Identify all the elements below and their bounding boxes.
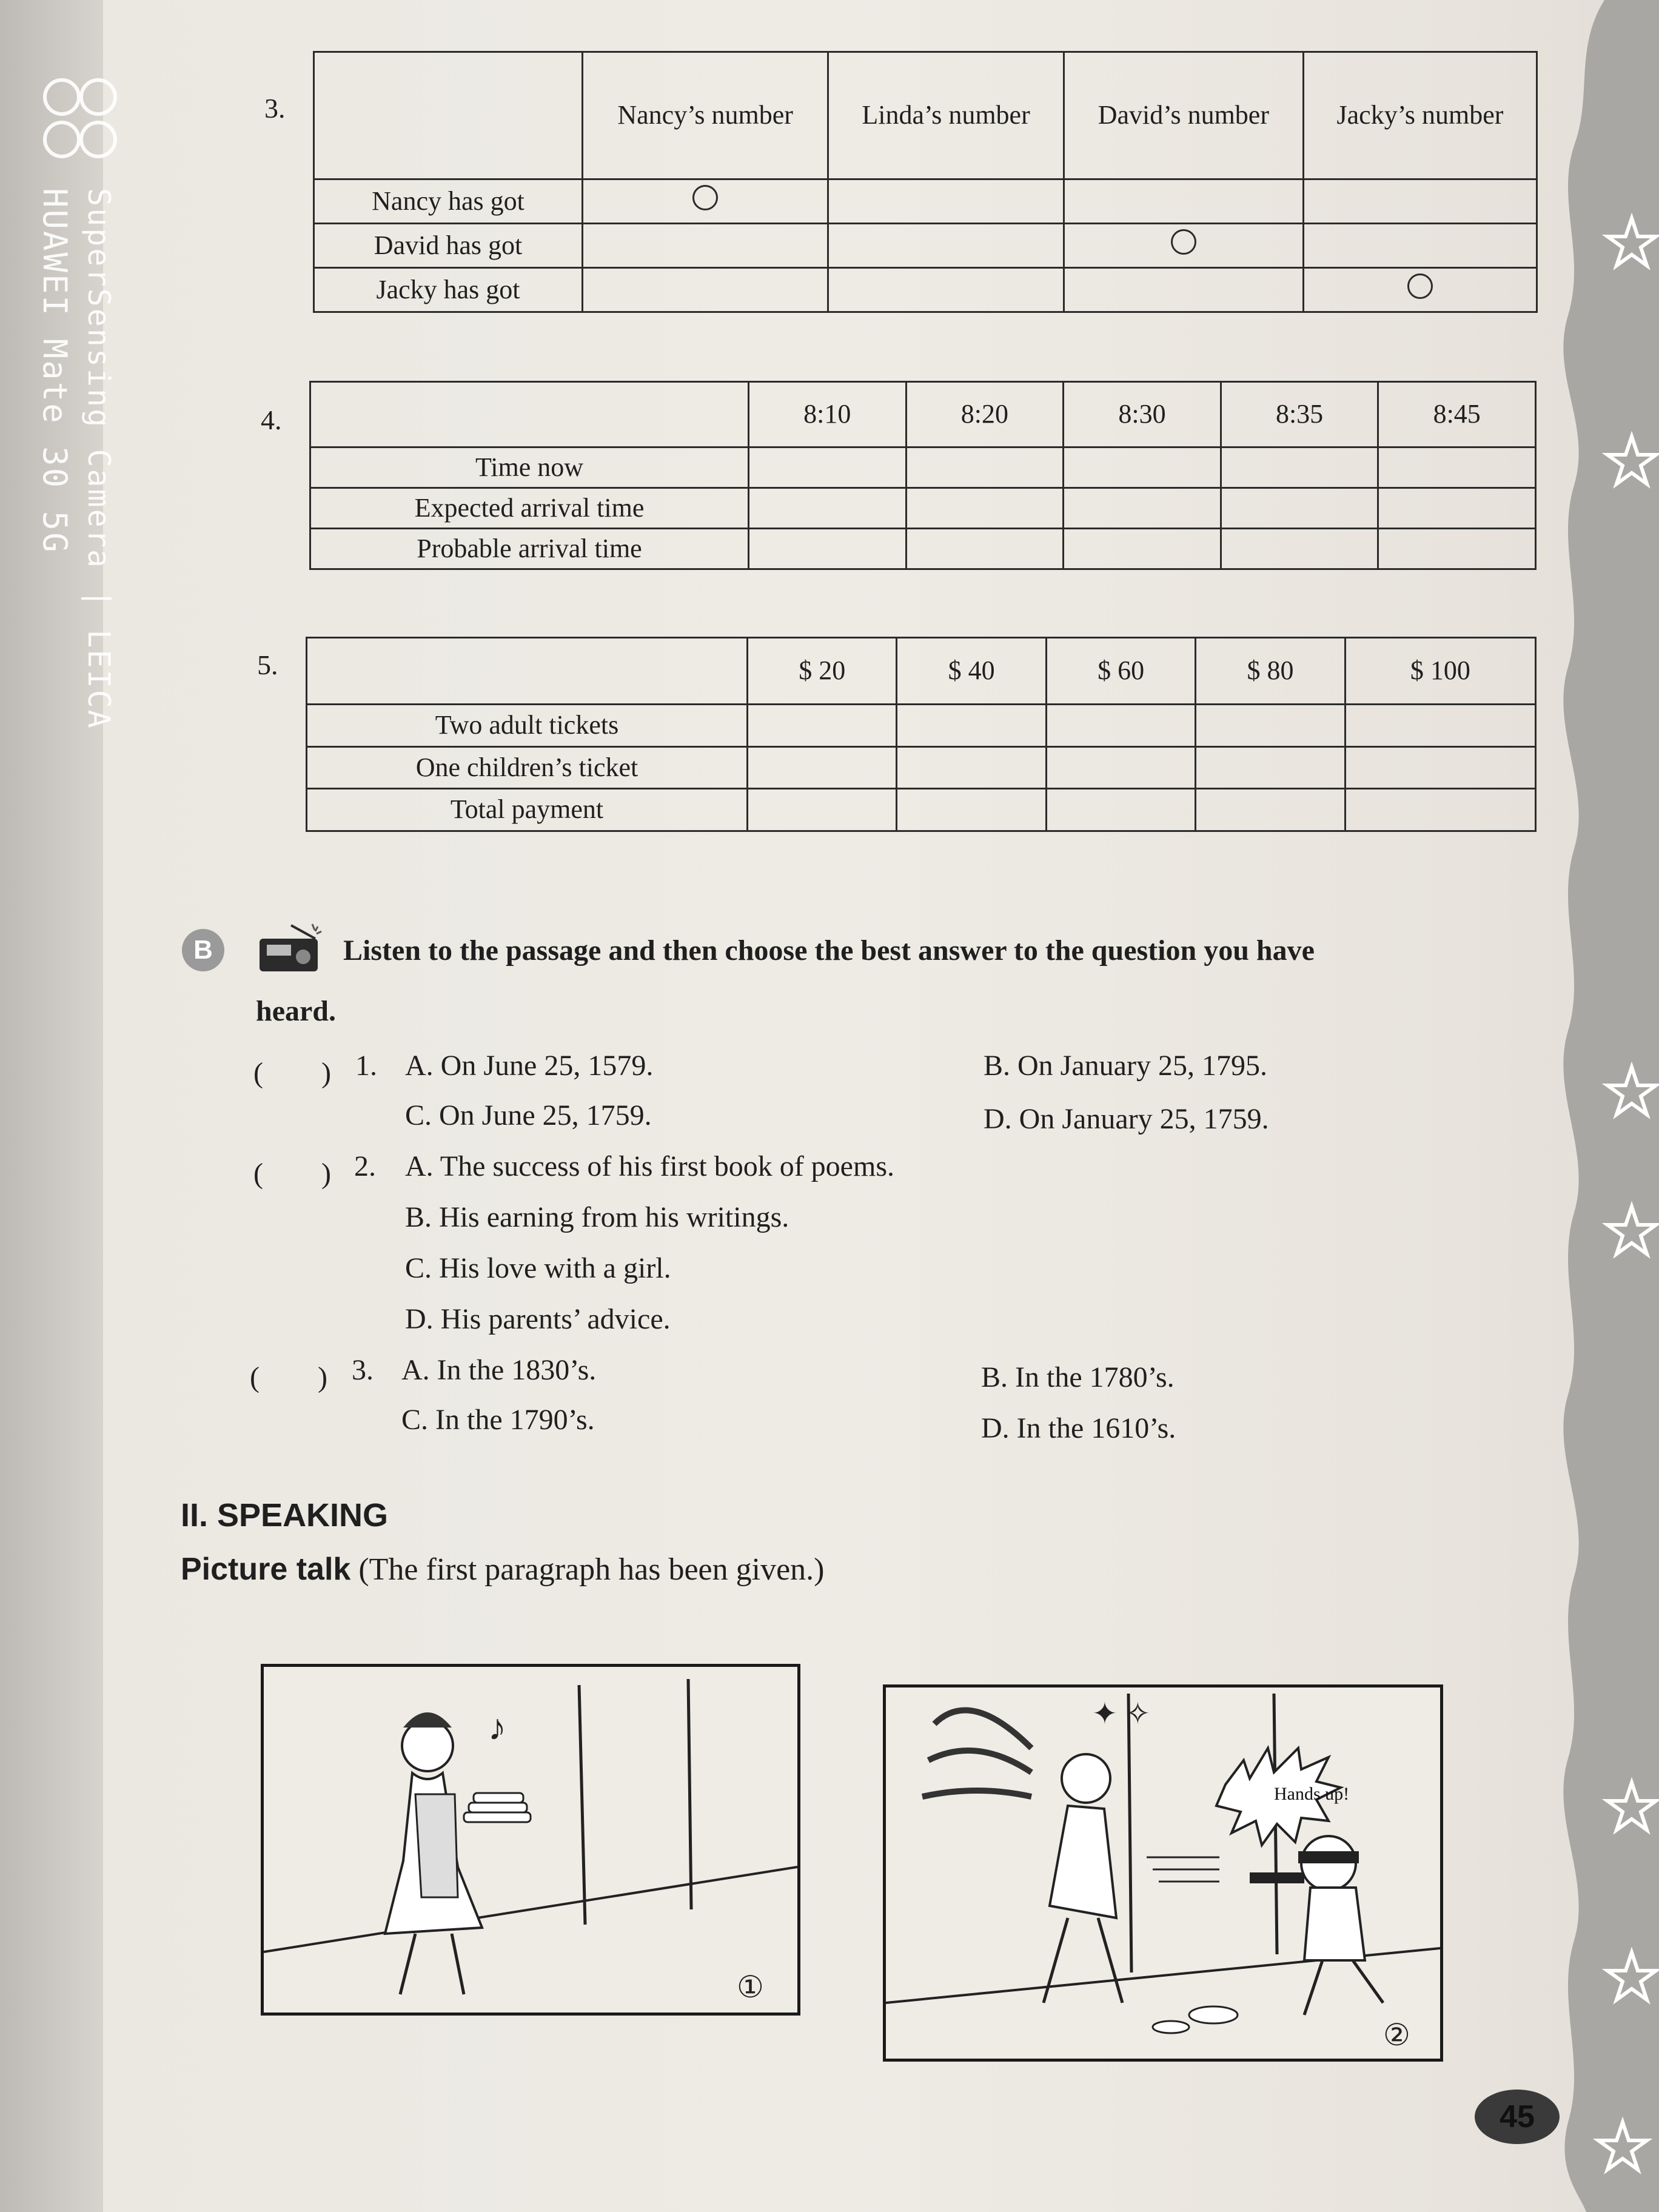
question-2-number: 2.	[354, 1150, 376, 1182]
table4-header: 8:20	[906, 382, 1064, 447]
question-3-option-c[interactable]: C. In the 1790’s.	[401, 1404, 595, 1436]
table4-cell	[1221, 488, 1378, 529]
question-3-option-b[interactable]: B. In the 1780’s.	[981, 1361, 1175, 1393]
table4-cell	[906, 488, 1064, 529]
table5-cell	[1196, 789, 1345, 831]
question-2-bracket[interactable]: ( )	[253, 1158, 331, 1190]
table4-cell	[906, 529, 1064, 569]
svg-text:✦ ✧: ✦ ✧	[1092, 1697, 1151, 1731]
table5-cell	[1046, 746, 1195, 789]
table3-row-label: David has got	[314, 224, 583, 268]
table5-cell	[748, 789, 897, 831]
table3-header: Jacky’s number	[1303, 52, 1537, 179]
robbery-scene-illustration	[886, 1687, 1440, 2059]
question-1-option-a[interactable]: A. On June 25, 1579.	[405, 1050, 654, 1082]
question-2-option-c[interactable]: C. His love with a girl.	[405, 1252, 671, 1284]
table5-header: $ 20	[748, 638, 897, 705]
svg-text:♪: ♪	[488, 1708, 506, 1748]
question-3-option-d[interactable]: D. In the 1610’s.	[981, 1412, 1176, 1444]
table3-cell	[1064, 268, 1303, 312]
table3-row-label: Jacky has got	[314, 268, 583, 312]
table5-number: 5.	[257, 649, 278, 680]
picture-talk-note: (The first paragraph has been given.)	[358, 1552, 825, 1587]
waitress-carrying-plates-illustration	[264, 1667, 797, 2013]
table4-cell	[749, 529, 907, 569]
circle-mark-icon	[1171, 229, 1196, 255]
table4-cell	[749, 488, 907, 529]
table3-cell	[583, 224, 828, 268]
table5-cell	[748, 705, 897, 747]
table3-header: Nancy’s number	[583, 52, 828, 179]
table5-header: $ 40	[897, 638, 1046, 705]
table4-cell	[1221, 447, 1378, 488]
table5-cell	[1196, 705, 1345, 747]
table3-cell	[1064, 224, 1303, 268]
section-b-instruction: Listen to the passage and then choose the best answer to the question you have	[343, 934, 1315, 967]
table5-row-label: Total payment	[307, 789, 748, 831]
picture-talk-instruction	[181, 1551, 824, 1587]
table3-cell	[1303, 179, 1537, 224]
table4-cell	[1064, 488, 1221, 529]
camera-rings-icon	[38, 73, 122, 164]
table5-cell	[1345, 789, 1535, 831]
table4-header: 8:35	[1221, 382, 1378, 447]
question-3-bracket[interactable]: ( )	[250, 1361, 327, 1393]
radio-cassette-icon	[255, 922, 327, 976]
table4-number: 4.	[261, 404, 282, 435]
section-b-instruction-cont: heard.	[256, 995, 336, 1027]
table4-row-label: Probable arrival time	[310, 529, 749, 569]
table5-corner	[307, 638, 748, 705]
table3-cell	[828, 224, 1064, 268]
circle-mark-icon	[1407, 273, 1433, 299]
table3-cell	[828, 268, 1064, 312]
table5-row-label: One children’s ticket	[307, 746, 748, 789]
picture-1-label: ①	[737, 1970, 764, 2004]
table5	[306, 637, 1537, 832]
page-number	[1475, 2090, 1560, 2144]
watermark-model: HUAWEI Mate 30 5G	[36, 188, 74, 554]
table5-cell	[1345, 746, 1535, 789]
table5-header: $ 80	[1196, 638, 1345, 705]
table4-header: 8:45	[1378, 382, 1536, 447]
speaking-heading: II. SPEAKING	[181, 1497, 389, 1533]
table3	[313, 51, 1538, 313]
table5-cell	[1046, 705, 1195, 747]
question-2-option-d[interactable]: D. His parents’ advice.	[405, 1303, 671, 1335]
table3-cell	[583, 179, 828, 224]
table5-row-label: Two adult tickets	[307, 705, 748, 747]
table3-cell	[828, 179, 1064, 224]
table4-cell	[1378, 529, 1536, 569]
table5-cell	[748, 746, 897, 789]
table4-cell	[1378, 488, 1536, 529]
picture-2-label: ②	[1383, 2018, 1410, 2052]
table5-cell	[1196, 746, 1345, 789]
table4	[309, 381, 1537, 570]
table3-cell	[1064, 179, 1303, 224]
decorative-wave-border	[1520, 0, 1659, 2212]
table4-cell	[1221, 529, 1378, 569]
table4-header: 8:10	[749, 382, 907, 447]
cartoon-picture-2	[883, 1684, 1443, 2062]
table3-row-label: Nancy has got	[314, 179, 583, 224]
table3-cell	[1303, 224, 1537, 268]
watermark-camera: SuperSensing Camera | LEICA	[81, 188, 116, 730]
table5-header: $ 60	[1046, 638, 1195, 705]
question-1-number: 1.	[355, 1050, 377, 1082]
table4-cell	[1064, 529, 1221, 569]
question-2-option-b[interactable]: B. His earning from his writings.	[405, 1201, 789, 1233]
speech-bubble-text: Hands up!	[1274, 1784, 1350, 1804]
table4-cell	[1378, 447, 1536, 488]
picture-talk-label: Picture talk	[181, 1552, 351, 1587]
page-number-text: 45	[1500, 2099, 1535, 2134]
question-2-option-a[interactable]: A. The success of his first book of poems.	[405, 1150, 894, 1182]
table5-cell	[897, 705, 1046, 747]
question-3-option-a[interactable]: A. In the 1830’s.	[401, 1354, 597, 1386]
table5-header: $ 100	[1345, 638, 1535, 705]
question-3-number: 3.	[352, 1354, 374, 1386]
question-1-option-c[interactable]: C. On June 25, 1759.	[405, 1099, 652, 1131]
table4-row-label: Time now	[310, 447, 749, 488]
table5-cell	[897, 746, 1046, 789]
table4-corner	[310, 382, 749, 447]
table3-header: Linda’s number	[828, 52, 1064, 179]
table4-cell	[1064, 447, 1221, 488]
table4-cell	[906, 447, 1064, 488]
cartoon-picture-1	[261, 1664, 800, 2016]
table4-row-label: Expected arrival time	[310, 488, 749, 529]
question-1-option-b[interactable]: B. On January 25, 1795.	[984, 1050, 1267, 1082]
circle-mark-icon	[692, 185, 718, 210]
table4-header: 8:30	[1064, 382, 1221, 447]
table5-cell	[1345, 705, 1535, 747]
question-1-option-d[interactable]: D. On January 25, 1759.	[984, 1103, 1269, 1135]
table3-header: David’s number	[1064, 52, 1303, 179]
table3-number: 3.	[264, 93, 286, 124]
camera-watermark	[38, 73, 122, 800]
table3-cell	[583, 268, 828, 312]
table5-cell	[1046, 789, 1195, 831]
table4-cell	[749, 447, 907, 488]
table3-corner	[314, 52, 583, 179]
table5-cell	[897, 789, 1046, 831]
table3-cell	[1303, 268, 1537, 312]
section-b-badge: B	[182, 929, 224, 971]
question-1-bracket[interactable]: ( )	[253, 1057, 331, 1089]
